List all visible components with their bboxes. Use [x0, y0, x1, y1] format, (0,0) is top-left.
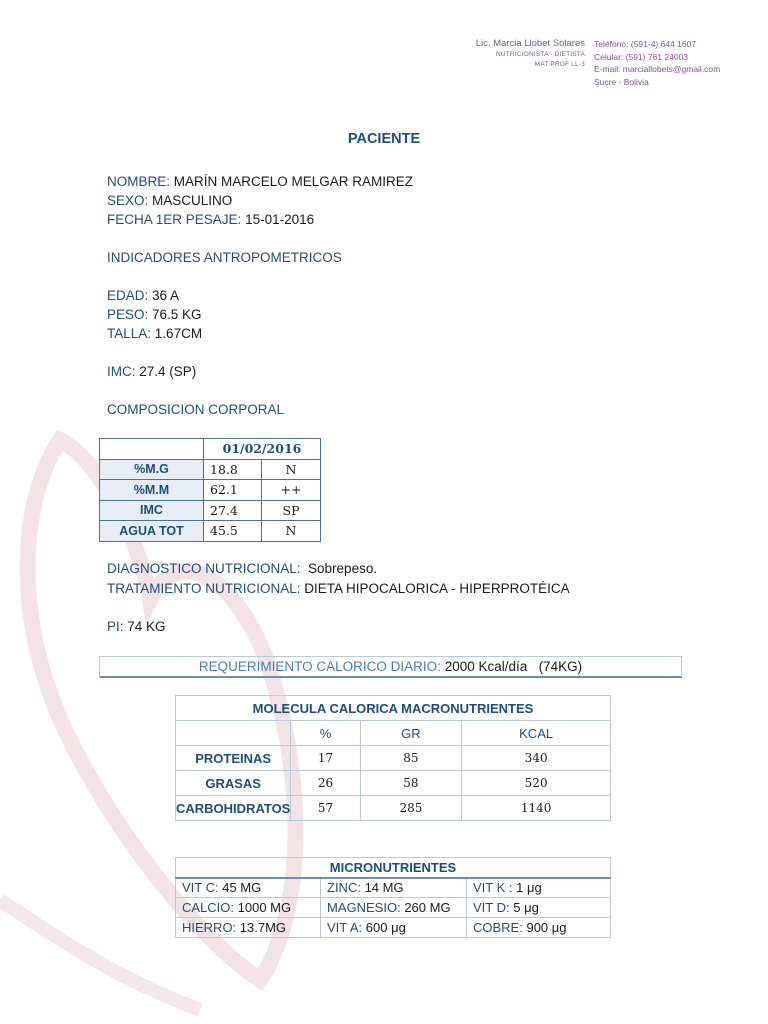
- macronutrients-table: [175, 695, 611, 821]
- anthropometric-heading: INDICADORES ANTROPOMETRICOS: [107, 250, 342, 265]
- bmi-value: 27.4 (SP): [139, 364, 197, 379]
- page-title: PACIENTE: [347, 131, 421, 147]
- age-line: [107, 288, 179, 303]
- column-header: %: [291, 721, 360, 746]
- pct-cell: 26: [291, 771, 360, 796]
- kcal-cell: 340: [462, 746, 611, 771]
- micro-value: 45 MG: [222, 880, 262, 896]
- email-text: E-mail: marciallobets@gmail.com: [594, 64, 721, 74]
- micro-label: VIT K :: [473, 880, 513, 896]
- age-label: EDAD:: [107, 288, 149, 303]
- micro-value: 900 μg: [526, 920, 567, 935]
- pct-cell: 57: [291, 796, 360, 821]
- table-row: [176, 858, 611, 878]
- kcal-cell: 1140: [462, 796, 611, 821]
- requirement-value: 2000: [444, 659, 475, 674]
- micro-cell: [176, 898, 321, 918]
- row-status: ++: [262, 480, 321, 501]
- row-status: N: [262, 459, 321, 480]
- micro-cell: [321, 898, 467, 918]
- height-label: TALLA:: [107, 326, 152, 341]
- micro-value: 5 μg: [513, 900, 539, 915]
- treatment-value: DIETA HIPOCALORICA - HIPERPROTÉICA: [304, 581, 570, 596]
- gr-cell: 58: [360, 771, 462, 796]
- first-weigh-line: [107, 212, 314, 227]
- pct-cell: 17: [291, 746, 360, 771]
- row-label: %M.G: [100, 459, 204, 480]
- micro-title: MICRONUTRIENTES: [176, 858, 611, 878]
- micro-value: 14 MG: [364, 880, 404, 896]
- table-row: [176, 898, 611, 918]
- micro-label: COBRE:: [473, 920, 523, 935]
- macro-title: MOLECULA CALORICA MACRONUTRIENTES: [176, 696, 611, 721]
- requirement-extra: (74KG): [538, 659, 583, 674]
- row-status: SP: [262, 500, 321, 521]
- micro-label: MAGNESIO:: [327, 900, 401, 915]
- micro-label: VIT D:: [473, 900, 510, 915]
- micro-value: 1 μg: [516, 880, 542, 896]
- micro-label: HIERRO:: [182, 920, 237, 935]
- sex-label: SEXO:: [107, 193, 149, 208]
- table-row: [176, 796, 611, 821]
- patient-name-line: [107, 174, 413, 189]
- micro-value: 1000 MG: [237, 900, 292, 915]
- table-row: [100, 459, 321, 480]
- row-status: N: [262, 521, 321, 542]
- table-row: [100, 480, 321, 501]
- row-label: CARBOHIDRATOS: [176, 796, 291, 821]
- nutritionist-license: MAT PROF LL-3: [534, 61, 585, 68]
- name-label: NOMBRE:: [107, 174, 171, 189]
- first-weigh-label: FECHA 1ER PESAJE:: [107, 212, 242, 227]
- micro-cell: [321, 878, 467, 898]
- table-row: [176, 918, 611, 938]
- sex-value: MASCULINO: [152, 193, 233, 208]
- first-weigh-value: 15-01-2016: [245, 212, 315, 227]
- row-label: PROTEINAS: [176, 746, 291, 771]
- row-value: 27.4: [204, 500, 262, 521]
- treatment-label: TRATAMIENTO NUTRICIONAL:: [107, 581, 301, 596]
- weight-label: PESO:: [107, 307, 149, 322]
- micro-label: CALCIO:: [182, 900, 235, 915]
- height-line: [107, 326, 202, 341]
- nutritionist-name: Lic. Marcia Llobet Solares: [475, 38, 585, 49]
- body-composition-table: [99, 438, 321, 542]
- ideal-weight-line: [107, 619, 166, 634]
- micro-label: VIT C:: [182, 880, 219, 896]
- kcal-cell: 520: [462, 771, 611, 796]
- diagnosis-label: DIAGNOSTICO NUTRICIONAL:: [107, 561, 301, 576]
- location-text: Sucre - Bolivia: [594, 76, 649, 87]
- micro-cell: [467, 878, 611, 898]
- requirement-label: REQUERIMIENTO CALORICO DIARIO:: [198, 659, 441, 674]
- table-row: [176, 878, 611, 898]
- micro-cell: [321, 918, 467, 938]
- composition-date: 01/02/2016: [204, 439, 321, 460]
- row-label: IMC: [100, 500, 204, 521]
- body-composition-heading: COMPOSICION CORPORAL: [107, 402, 285, 417]
- table-row: [176, 746, 611, 771]
- diagnosis-line: [107, 561, 377, 576]
- table-row: [100, 500, 321, 521]
- micro-cell: [467, 898, 611, 918]
- row-label: %M.M: [100, 480, 204, 501]
- table-cell: [100, 439, 204, 460]
- gr-cell: 85: [360, 746, 462, 771]
- column-header: GR: [360, 721, 462, 746]
- row-label: AGUA TOT: [100, 521, 204, 542]
- micro-label: ZINC:: [327, 880, 361, 896]
- phone-text: Teléfono: (591-4) 644 1607: [594, 39, 697, 49]
- column-header: KCAL: [462, 721, 611, 746]
- micro-value: 13.7MG: [239, 920, 287, 935]
- gr-cell: 285: [360, 796, 462, 821]
- diagnosis-value: Sobrepeso.: [308, 561, 378, 576]
- micro-cell: [467, 918, 611, 938]
- table-row: [176, 771, 611, 796]
- micro-label: VIT A:: [327, 920, 363, 935]
- row-value: 62.1: [204, 480, 262, 501]
- nutritionist-role: NUTRICIONISTA - DIETISTA: [495, 51, 585, 58]
- patient-sex-line: [107, 193, 232, 208]
- row-label: GRASAS: [176, 771, 291, 796]
- row-value: 18.8: [204, 459, 262, 480]
- caloric-requirement-box: [99, 656, 682, 678]
- weight-line: [107, 307, 202, 322]
- micro-value: 260 MG: [404, 900, 451, 915]
- treatment-line: [107, 581, 570, 596]
- weight-value: 76.5 KG: [152, 307, 202, 322]
- height-value: 1.67CM: [154, 326, 203, 341]
- ideal-weight-label: PI:: [107, 619, 124, 634]
- table-row: [176, 696, 611, 721]
- micro-cell: [176, 878, 321, 898]
- table-cell: [176, 721, 291, 746]
- micro-value: 600 μg: [365, 920, 406, 935]
- row-value: 45.5: [204, 521, 262, 542]
- name-value: MARÍN MARCELO MELGAR RAMIREZ: [173, 174, 414, 189]
- table-row: [176, 721, 611, 746]
- bmi-line: [107, 364, 196, 379]
- bmi-label: IMC:: [107, 364, 136, 379]
- age-value: 36 A: [152, 288, 180, 303]
- micro-cell: [176, 918, 321, 938]
- requirement-unit: Kcal/día: [478, 659, 528, 674]
- table-row: [100, 439, 321, 460]
- table-row: [100, 521, 321, 542]
- micronutrients-table: [175, 857, 611, 938]
- ideal-weight-value: 74 KG: [127, 619, 166, 634]
- mobile-text: Celular: (591) 761 24003: [594, 51, 689, 62]
